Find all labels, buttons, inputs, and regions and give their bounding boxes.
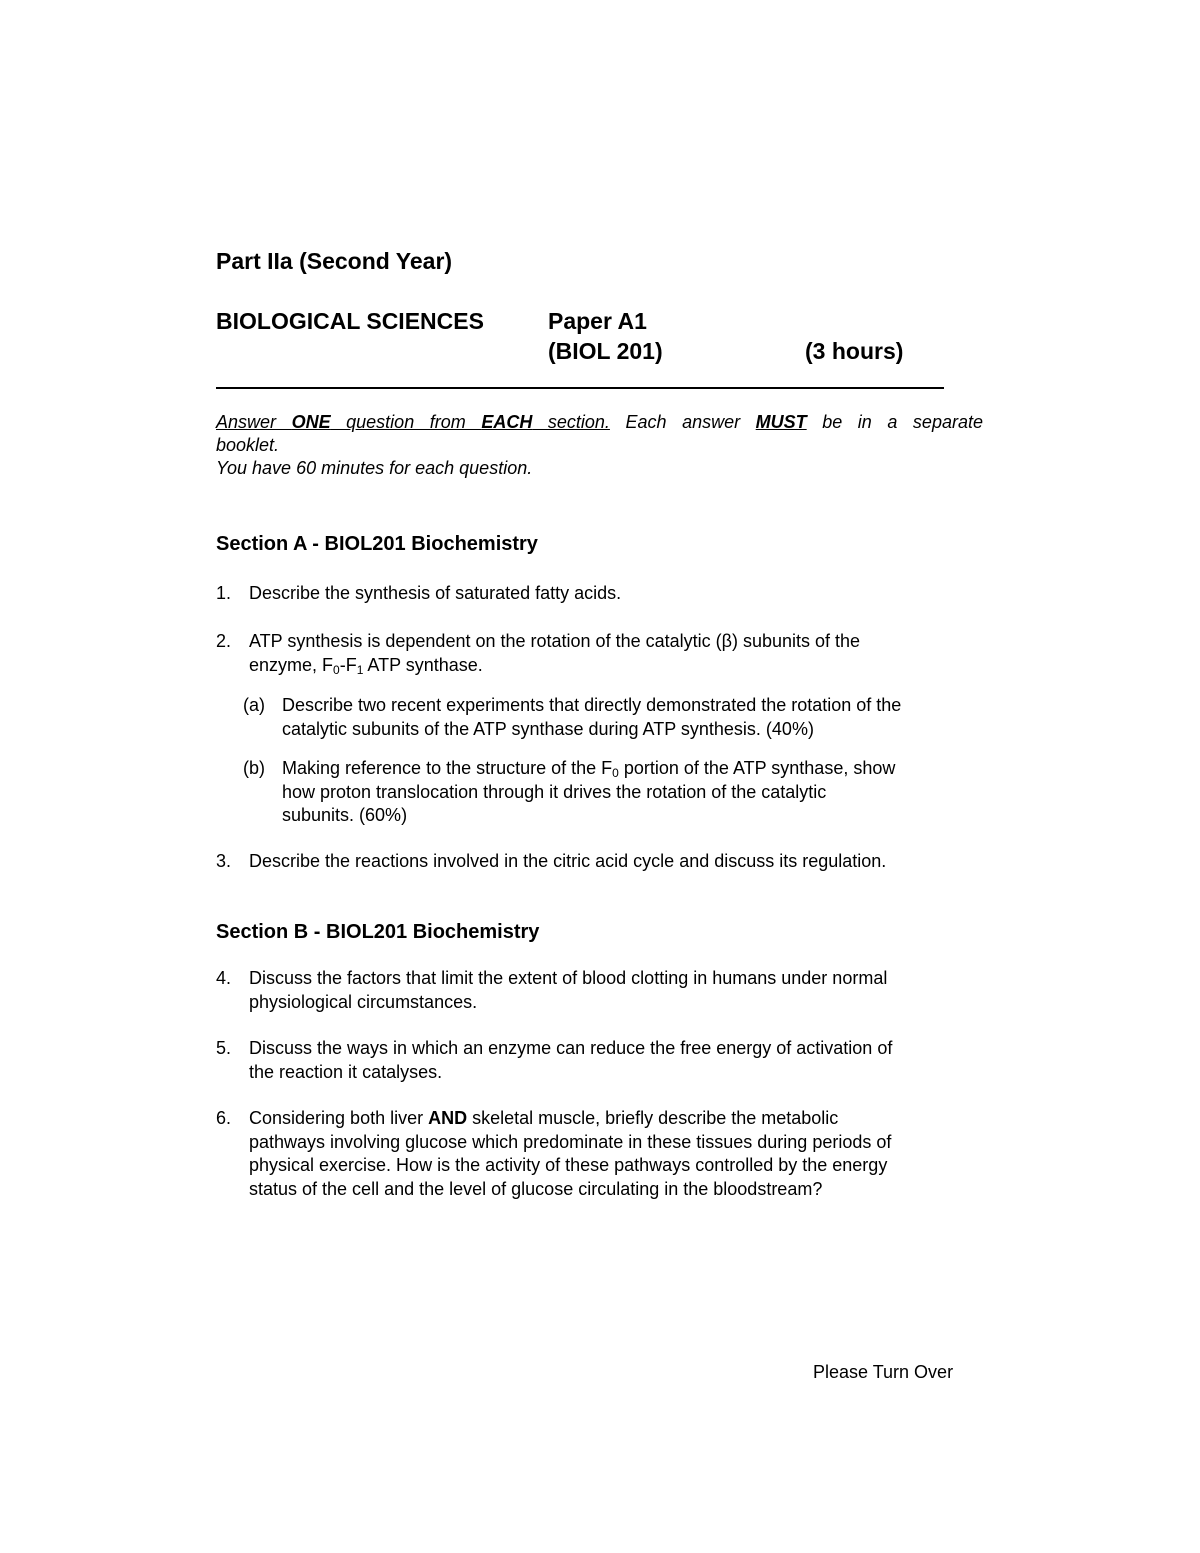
instructions [216,411,983,480]
footer-please-turn-over: Please Turn Over [813,1362,954,1382]
paper-label: Paper A1 [548,308,647,334]
instruction-line-3: You have 60 minutes for each question. [216,458,533,478]
emphasis-each: EACH [481,412,533,432]
emphasis-one: ONE [291,412,331,432]
instruction-line-2: booklet. [216,435,280,455]
instruction-line-1: Answer ONE question from EACH section. Each answer MUST be in a separate [216,412,983,432]
emphasis-must: MUST [755,412,807,432]
section-a-title: Section A - BIOL201 Biochemistry [216,533,538,555]
subject-heading: BIOLOGICAL SCIENCES [216,308,484,334]
duration: (3 hours) [805,338,904,364]
part-heading: Part IIa (Second Year) [216,248,453,274]
exam-page: Part IIa (Second Year) BIOLOGICAL SCIENCES Paper A1 (BIOL 201) (3 hours) Answer ONE question from EACH section. Each answer MUST be in a separate booklet. You have 60 minutes for each question. Section A - BIOL201 Biochemistry 1. Describe the synthesis of saturated fatty acids. 2. ATP synthesis is dependent on the rotation of the catalytic (β) subunits of the enzyme, $F_0-F_1$ ATP synthase. (a) Describe two recent experiments that directly demonstrated the rotation of the catalytic subunits of the ATP synthase during ATP synthesis. (40%) (b) Making reference to the structure of the $F_0$ portion of the ATP synthase, show how proton translocation through it drives the rotation of the catalytic subunits. (60%) 3. Describe the reactions involved in the citric acid cycle and discuss its regulation. Section B - BIOL201 Biochemistry 4. Discuss the factors that limit the extent of blood clotting in humans under normal physiological circumstances. 5. Discuss the ways in which an enzyme can reduce the free energy of activation of the reaction it catalyses. 6. Considering both liver AND skeletal muscle, briefly describe the metabolic pathways involving glucose which predominate in these tissues during periods of physical exercise. How is the activity of these pathways controlled by the energy status of the cell and the level of glucose circulating in the bloodstream? Please Turn Over [216,248,983,1382]
header-divider [216,387,944,389]
instruction-underlined: Answer ONE question from EACH section. [216,412,610,432]
section-b-title: Section B - BIOL201 Biochemistry [216,921,540,943]
course-code: (BIOL 201) [548,338,663,364]
emphasis-and: AND [428,1108,468,1128]
